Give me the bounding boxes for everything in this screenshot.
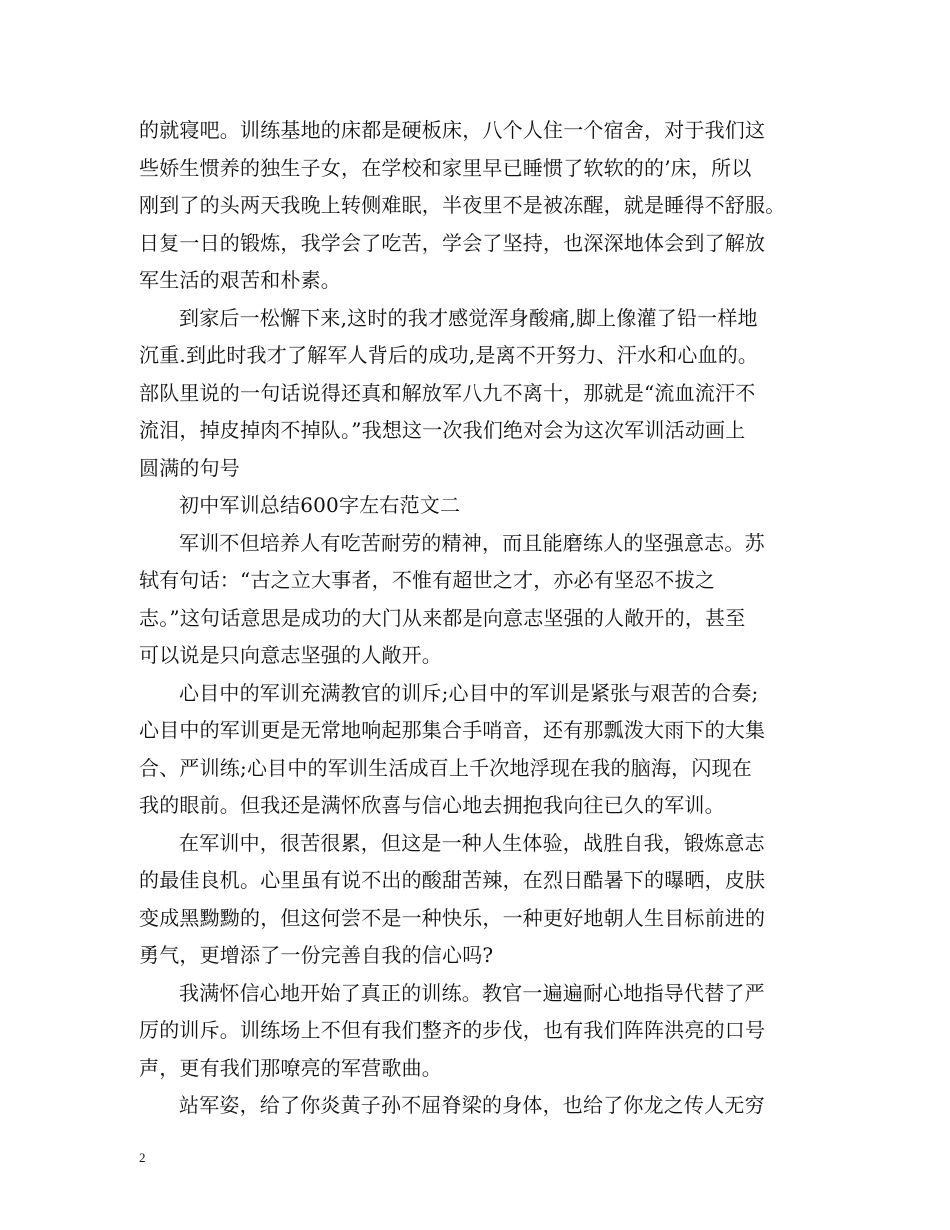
text-line: 日复一日的锻炼，我学会了吃苦，学会了坚持，也深深地体会到了解放 (139, 230, 766, 255)
paragraph-first-line: 心目中的军训充满教官的训斥;心目中的军训是紧张与艰苦的合奏; (179, 680, 759, 705)
paragraph-first-line: 站军姿，给了你炎黄子孙不屈脊梁的身体，也给了你龙之传人无穷 (179, 1093, 765, 1117)
text-line: 沉重.到此时我才了解军人背后的成功,是离不开努力、汗水和心血的。 (139, 343, 759, 367)
text-line: 些娇生惯养的独生子女，在学校和家里早已睡惯了软软的的’床，所以 (139, 155, 752, 180)
page-number: 2 (139, 1150, 146, 1165)
text-line: 轼有句话：“古之立大事者，不惟有超世之才，亦必有坚忍不拔之 (139, 568, 716, 592)
paragraph-first-line: 我满怀信心地开始了真正的训练。教官一遍遍耐心地指导代替了严 (179, 980, 765, 1005)
text-line: 可以说是只向意志坚强的人敞开。 (139, 643, 442, 667)
document-body (139, 112, 827, 1125)
text-line: 的就寝吧。训练基地的床都是硬板床，八个人住一个宿舍，对于我们这 (139, 118, 766, 142)
text-line: 流泪，掉皮掉肉不掉队。”我想这一次我们绝对会为这次军训活动画上 (139, 418, 746, 442)
paragraph-first-line: 在军训中，很苦很累，但这是一种人生体验，战胜自我，锻炼意志 (179, 830, 765, 855)
text-line: 心目中的军训更是无常地响起那集合手哨音，还有那瓢泼大雨下的大集 (139, 718, 766, 742)
text-line: 厉的训斥。训练场上不但有我们整齐的步伐，也有我们阵阵洪亮的口号 (139, 1018, 766, 1042)
text-line: 合、严训练;心目中的军训生活成百上千次地浮现在我的脑海，闪现在 (139, 755, 752, 780)
text-line: 圆满的句号 (139, 455, 240, 480)
text-line: 刚到了的头两天我晚上转侧难眠，半夜里不是被冻醒，就是睡得不舒服。 (139, 193, 786, 217)
text-line: 志。”这句话意思是成功的大门从来都是向意志坚强的人敞开的，甚至 (139, 605, 746, 630)
text-line: 勇气，更增添了一份完善自我的信心吗? (139, 943, 494, 967)
section-heading: 初中军训总结600字左右范文二 (179, 493, 461, 517)
text-line: 我的眼前。但我还是满怀欣喜与信心地去拥抱我向往已久的军训。 (139, 793, 725, 817)
text-line: 声，更有我们那嘹亮的军营歌曲。 (139, 1055, 442, 1080)
text-line: 部队里说的一句话说得还真和解放军八九不离十，那就是“流血流汗不 (139, 380, 756, 405)
paragraph-first-line: 军训不但培养人有吃苦耐劳的精神，而且能磨练人的坚强意志。苏 (179, 530, 765, 555)
text-line: 变成黑黝黝的，但这何尝不是一种快乐，一种更好地朝人生目标前进的 (139, 905, 766, 930)
paragraph-first-line: 到家后一松懈下来,这时的我才感觉浑身酸痛,脚上像灌了铅一样地 (179, 305, 758, 330)
text-line: 的最佳良机。心里虽有说不出的酸甜苦辣，在烈日酷暑下的曝晒，皮肤 (139, 868, 766, 892)
text-line: 军生活的艰苦和朴素。 (139, 268, 341, 292)
